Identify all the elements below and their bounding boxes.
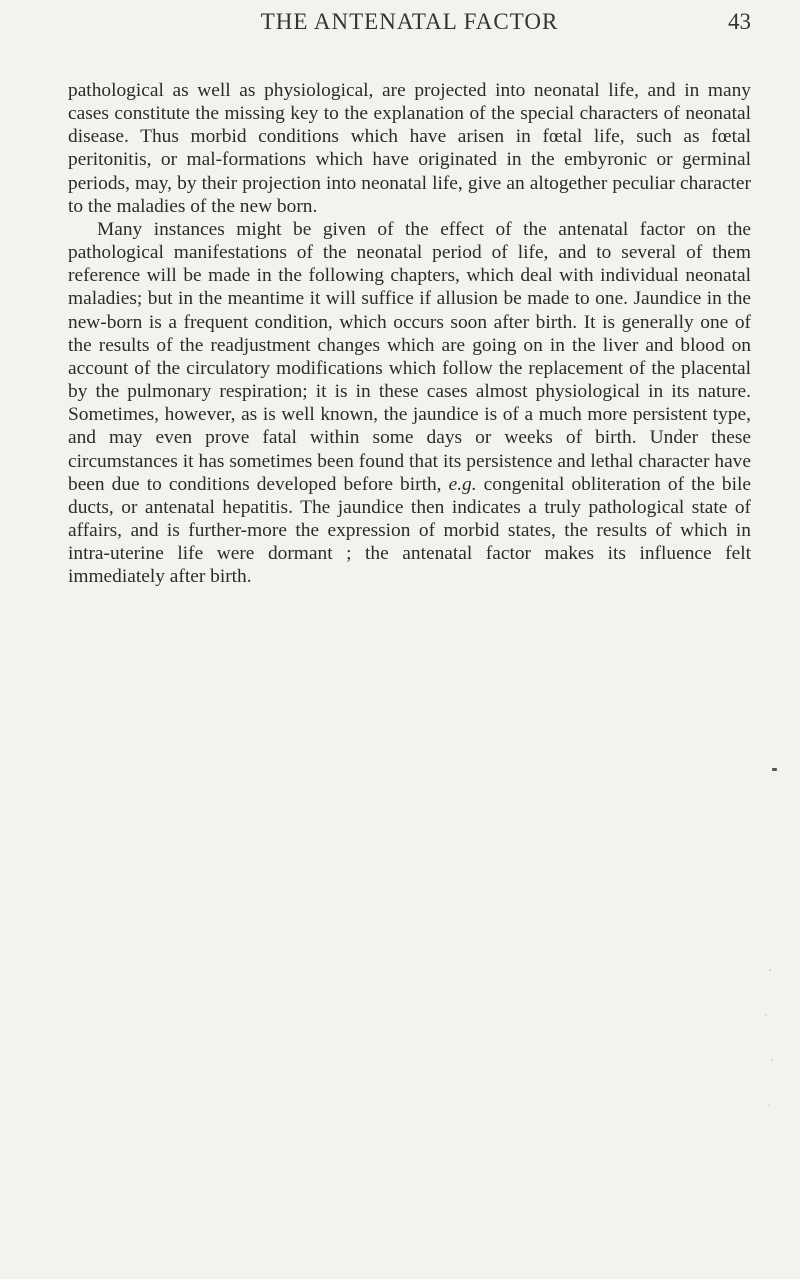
- paragraph-1: pathological as well as physiological, are projected into neonatal life, and in many cases constitute the missing key to the explanation of the special characters of neonatal disease. Thus morbid conditions which have arisen in fœtal life, such as fœtal peritonitis, or mal-formations which have originated in the embyronic or germinal periods, may, by their projection into neonatal life, give an altogether peculiar character to the maladies of the new born.: [68, 80, 751, 217]
- running-head-title: THE ANTENATAL FACTOR: [260, 9, 559, 34]
- margin-ink-mark: [772, 768, 777, 771]
- paragraph-2: [68, 218, 751, 589]
- speck: [771, 1059, 773, 1061]
- body-text: [68, 79, 751, 588]
- paragraph-2-abbreviation: e.g.: [448, 473, 477, 495]
- speck: [769, 969, 771, 971]
- paragraph-2-end: congenital obliteration of the bile ducts, or antenatal hepatitis. The jaundice then indicates a truly pathological state of affairs, and is further-more the expression of morbid states, the results of which in intra-uterine life were dormant ; the antenatal factor makes its influence felt immediately after birth.: [68, 473, 751, 588]
- paragraph-2-start: Many instances might be given of the effect of the antenatal factor on the pathological manifestations of the neonatal period of life, and to several of them reference will be made in the following chapters, which deal with individual neonatal maladies; but in the meantime it will suffice if allusion be made to one. Jaundice in the new-born is a frequent condition, which occurs soon after birth. It is generally one of the results of the readjustment changes which are going on in the liver and blood on account of the circulatory modifications which follow the replacement of the placental by the pulmonary respiration; it is in these cases almost physiological in its nature. Sometimes, however, as is well known, the jaundice is of a much more persistent type, and may even prove fatal within some days or weeks of birth. Under these circumstances it has sometimes been found that its persistence and lethal character have been due to conditions developed before birth,: [68, 218, 751, 495]
- page-number: 43: [728, 9, 751, 34]
- running-head: [68, 6, 751, 38]
- speck: [768, 1104, 769, 1105]
- speck: [765, 1014, 766, 1015]
